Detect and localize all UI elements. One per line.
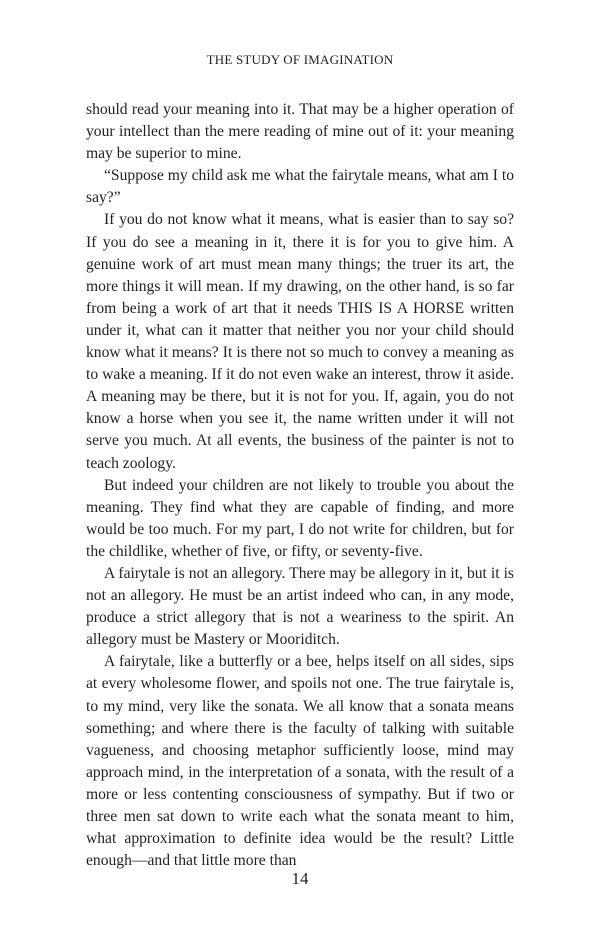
running-head: THE STUDY OF IMAGINATION (206, 52, 394, 67)
paragraph-question: “Suppose my child ask me what the fairytale means, what am I to say?” (86, 167, 514, 207)
paragraph-children: But indeed your children are not likely to trouble you about the meaning. They find what they are capable of finding, and more would be too much. For my part, I do not write for children, but for the childlike, whether of five, or fifty, or seventy-five. (86, 476, 514, 560)
page-number: 14 (291, 869, 309, 888)
body-text (86, 99, 514, 872)
paragraph-continued: should read your meaning into it. That may be a higher operation of your intellect than the mere reading of mine out of it: your meaning may be superior to mine. (86, 101, 514, 163)
paragraph-sonata: A fairytale, like a butterfly or a bee, helps itself on all sides, sips at every wholesome flower, and spoils not one. The true fairytale is, to my mind, very like the sonata. We all know that a sonata means something; and where there is the faculty of talking with suitable vagueness, and choosing metaphor sufficiently loose, mind may approach mind, in the interpretation of a sonata, with the result of a more or less contenting consciousness of sympathy. But if two or three men sat down to write each what the sonata meant to him, what approximation to definite idea would be the result? Little enough—and that little more than (86, 653, 514, 870)
paragraph-allegory: A fairytale is not an allegory. There may be allegory in it, but it is not an allegory. He must be an artist indeed who can, in any mode, produce a strict allegory that is not a weariness to the spirit. An allegory must be Mastery or Mooriditch. (86, 564, 514, 649)
paragraph-meaning: If you do not know what it means, what is easier than to say so? If you do see a meaning in it, there it is for you to give him. A genuine work of art must mean many things; the truer its art, the more things it will mean. If my drawing, on the other hand, is so far from being a work of art that it needs THIS IS A HORSE written under it, what can it matter that neither you nor your child should know what it means? It is there not so much to convey a meaning as to wake a meaning. If it do not even wake an interest, throw it aside. A meaning may be there, but it is not for you. If, again, you do not know a horse when you see it, the name written under it will not serve you much. At all events, the business of the painter is not to teach zoology. (86, 211, 514, 472)
